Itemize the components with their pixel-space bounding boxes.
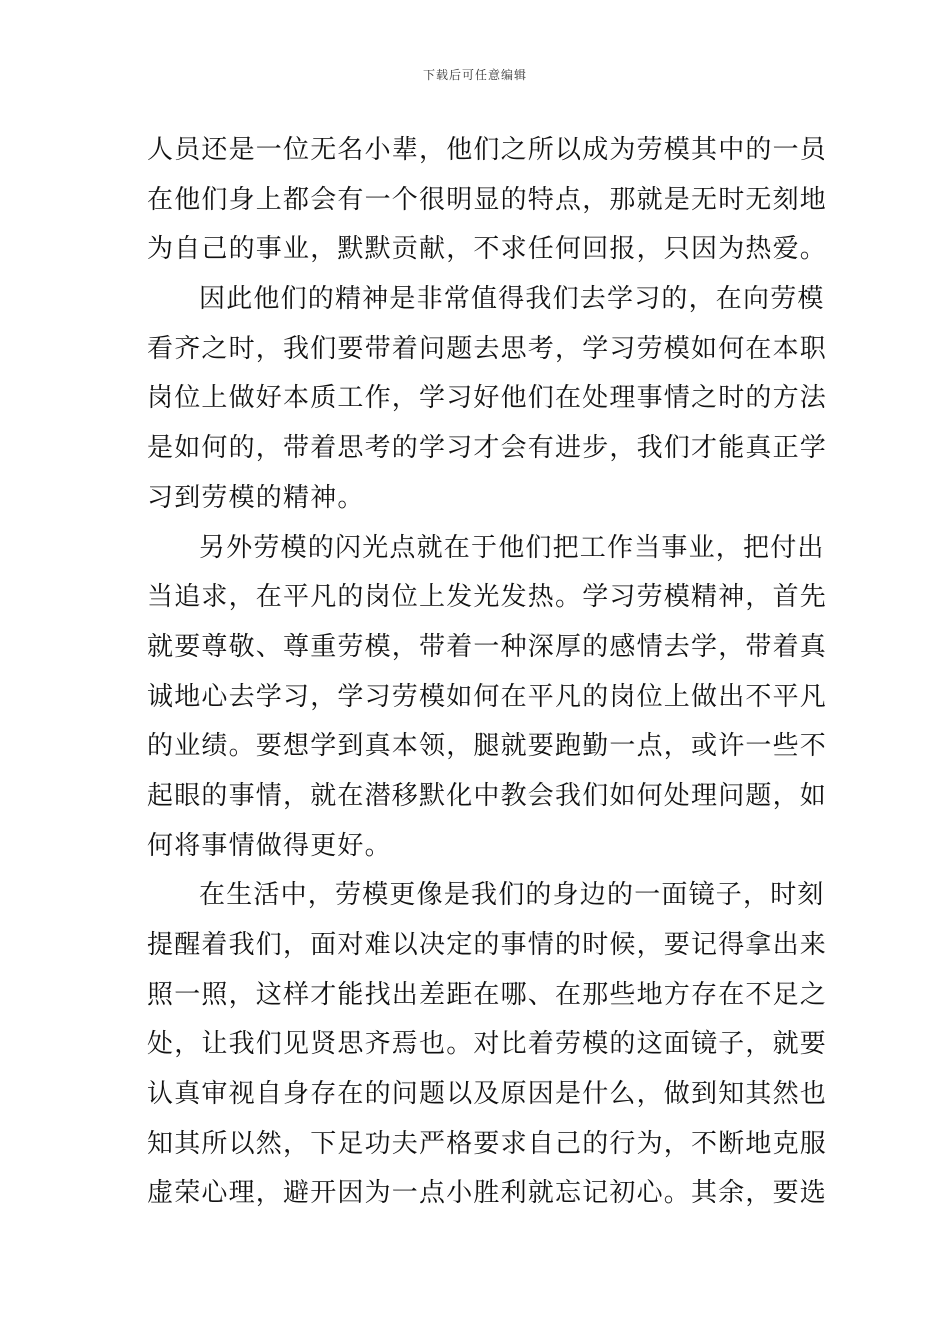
text-line: 认真审视自身存在的问题以及原因是什么，做到知其然也 — [147, 1079, 828, 1110]
text-line: 提醒着我们，面对难以决定的事情的时候，要记得拿出来 — [147, 930, 828, 960]
text-line: 看齐之时，我们要带着问题去思考，学习劳模如何在本职 — [147, 333, 828, 364]
text-line: 知其所以然，下足功夫严格要求自己的行为，不断地克服 — [147, 1128, 828, 1159]
text-line: 是如何的，带着思考的学习才会有进步，我们才能真正学 — [147, 433, 828, 464]
text-line: 岗位上做好本质工作，学习好他们在处理事情之时的方法 — [147, 383, 828, 414]
text-line: 就要尊敬、尊重劳模，带着一种深厚的感情去学，带着真 — [147, 631, 828, 662]
text-line: 当追求，在平凡的岗位上发光发热。学习劳模精神，首先 — [147, 582, 828, 613]
text-line: 在他们身上都会有一个很明显的特点，那就是无时无刻地 — [147, 184, 828, 215]
text-line: 习到劳模的精神。 — [147, 482, 365, 513]
text-line: 处，让我们见贤思齐焉也。对比着劳模的这面镜子，就要 — [147, 1029, 828, 1060]
text-line: 起眼的事情，就在潜移默化中教会我们如何处理问题，如 — [147, 780, 828, 811]
text-line: 为自己的事业，默默贡献，不求任何回报，只因为热爱。 — [147, 234, 828, 265]
text-line: 的业绩。要想学到真本领，腿就要跑勤一点，或许一些不 — [147, 731, 828, 762]
text-line: 何将事情做得更好。 — [147, 830, 392, 861]
text-line: 另外劳模的闪光点就在于他们把工作当事业，把付出 — [199, 532, 825, 563]
text-line: 诚地心去学习，学习劳模如何在平凡的岗位上做出不平凡 — [147, 681, 828, 712]
text-line: 人员还是一位无名小辈，他们之所以成为劳模其中的一员 — [147, 135, 828, 165]
text-line: 照一照，这样才能找出差距在哪、在那些地方存在不足之 — [147, 979, 828, 1010]
body-text — [147, 126, 828, 1219]
text-line: 因此他们的精神是非常值得我们去学习的，在向劳模 — [199, 284, 825, 315]
text-line: 在生活中，劳模更像是我们的身边的一面镜子，时刻 — [199, 880, 825, 911]
header-note: 下载后可任意编辑 — [422, 68, 527, 82]
text-line: 虚荣心理，避开因为一点小胜利就忘记初心。其余，要选 — [147, 1178, 828, 1209]
